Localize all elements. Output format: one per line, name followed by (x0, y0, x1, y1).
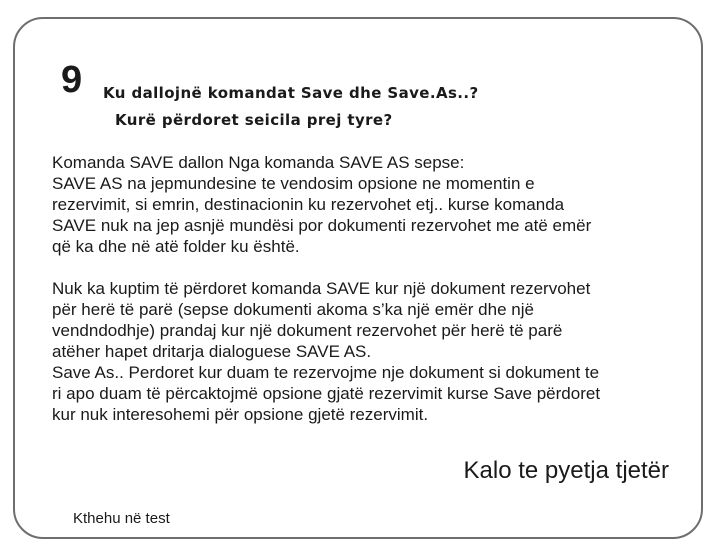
question-title: Ku dallojnë komandat Save dhe Save.As..? (103, 84, 479, 102)
answer-paragraph-2: Nuk ka kuptim të përdoret komanda SAVE kur një dokument rezervohet për herë të parë (sepse dokumenti akoma s’ka një emër dhe një vendndodhje) prandaj kur një dokument rezervohet për herë të parë atëher hapet dritarja dialoguese SAVE AS. Save As.. Perdoret kur duam te rezervojme nje dokument si dokument te ri apo duam të përcaktojmë opsione gjatë rezervimit kurse Save përdoret kur nuk interesohemi për opsione gjetë rezervimit. (52, 279, 601, 424)
next-question-link[interactable]: Kalo te pyetja tjetër (463, 457, 669, 484)
question-subtitle: Kurë përdoret seicila prej tyre? (115, 111, 393, 129)
answer-text (52, 152, 672, 425)
back-to-test-link[interactable]: Kthehu në test (73, 510, 170, 527)
answer-paragraph-1: Komanda SAVE dallon Nga komanda SAVE AS sepse: SAVE AS na jepmundesine te vendosim opsione ne momentin e rezervimit, si emrin, destinacionin ku rezervohet etj.. kurse komanda SAVE nuk na jep asnjë mundësi por dokumenti rezervohet me atë emër që ka dhe në atë folder ku është. (52, 153, 592, 256)
question-number: 9 (61, 59, 83, 101)
